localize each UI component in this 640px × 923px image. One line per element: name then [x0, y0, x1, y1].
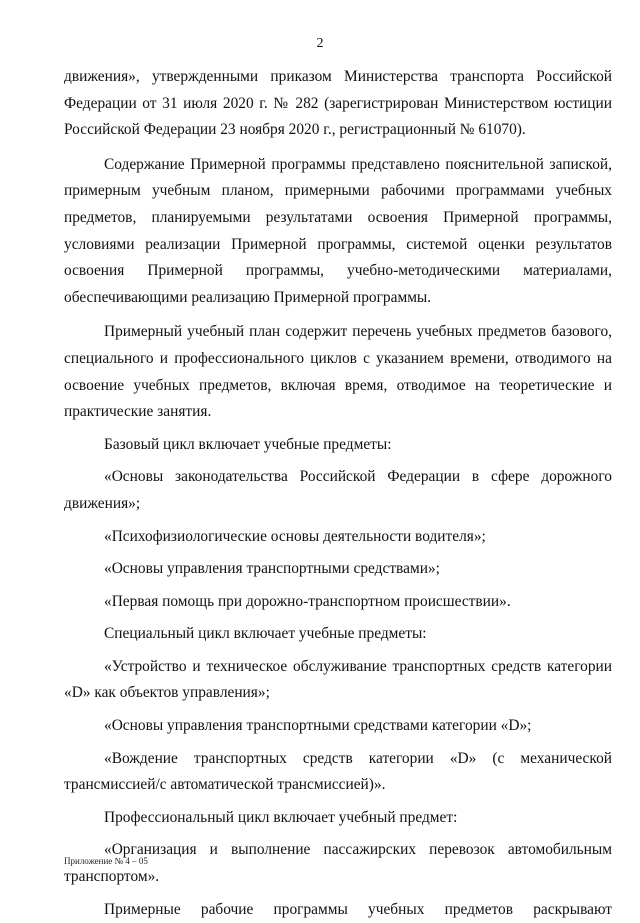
paragraph: Примерные рабочие программы учебных предметов раскрывают [104, 900, 612, 918]
footer-note: Приложение № 4 – 05 [64, 856, 148, 866]
paragraph: Профессиональный цикл включает учебный предмет: [104, 808, 458, 826]
page-number: 2 [316, 36, 324, 51]
paragraph: «Устройство и техническое обслуживание транспортных средств категории «D» как объектов управления»; [64, 657, 612, 702]
paragraph: «Организация и выполнение пассажирских перевозок автомобильным транспортом». [64, 841, 612, 886]
paragraph: Базовый цикл включает учебные предметы: [104, 435, 392, 453]
document-body [64, 64, 612, 923]
paragraph: «Вождение транспортных средств категории «D» (с механической трансмиссией/с автоматической трансмиссией)». [64, 749, 612, 794]
paragraph: «Основы управления транспортными средствами категории «D»; [104, 717, 532, 735]
paragraph: «Психофизиологические основы деятельности водителя»; [104, 527, 486, 545]
paragraph: «Основы управления транспортными средствами»; [104, 560, 440, 578]
paragraph: Примерный учебный план содержит перечень учебных предметов базового, специального и профессионального циклов с указанием времени, отводимого на освоение учебных предметов, включая время, отводимое на теоретические и практические занятия. [64, 323, 612, 421]
paragraph: движения», утвержденными приказом Министерства транспорта Российской Федерации от 31 июля 2020 г. № 282 (зарегистрирован Министерством юстиции Российской Федерации 23 ноября 2020 г., регистрационный № 61070). [64, 68, 612, 139]
paragraph: «Первая помощь при дорожно-транспортном происшествии». [104, 592, 511, 610]
paragraph: Содержание Примерной программы представлено пояснительной запиской, примерным учебным планом, примерными рабочими программами учебных предметов, планируемыми результатами освоения Примерной программы, условиями реализации Примерной программы, системой оценки результатов освоения Примерной программы, учебно-методическими материалами, обеспечивающими реализацию Примерной программы. [64, 155, 612, 306]
paragraph: «Основы законодательства Российской Федерации в сфере дорожного движения»; [64, 468, 612, 512]
paragraph: Специальный цикл включает учебные предметы: [104, 625, 427, 643]
